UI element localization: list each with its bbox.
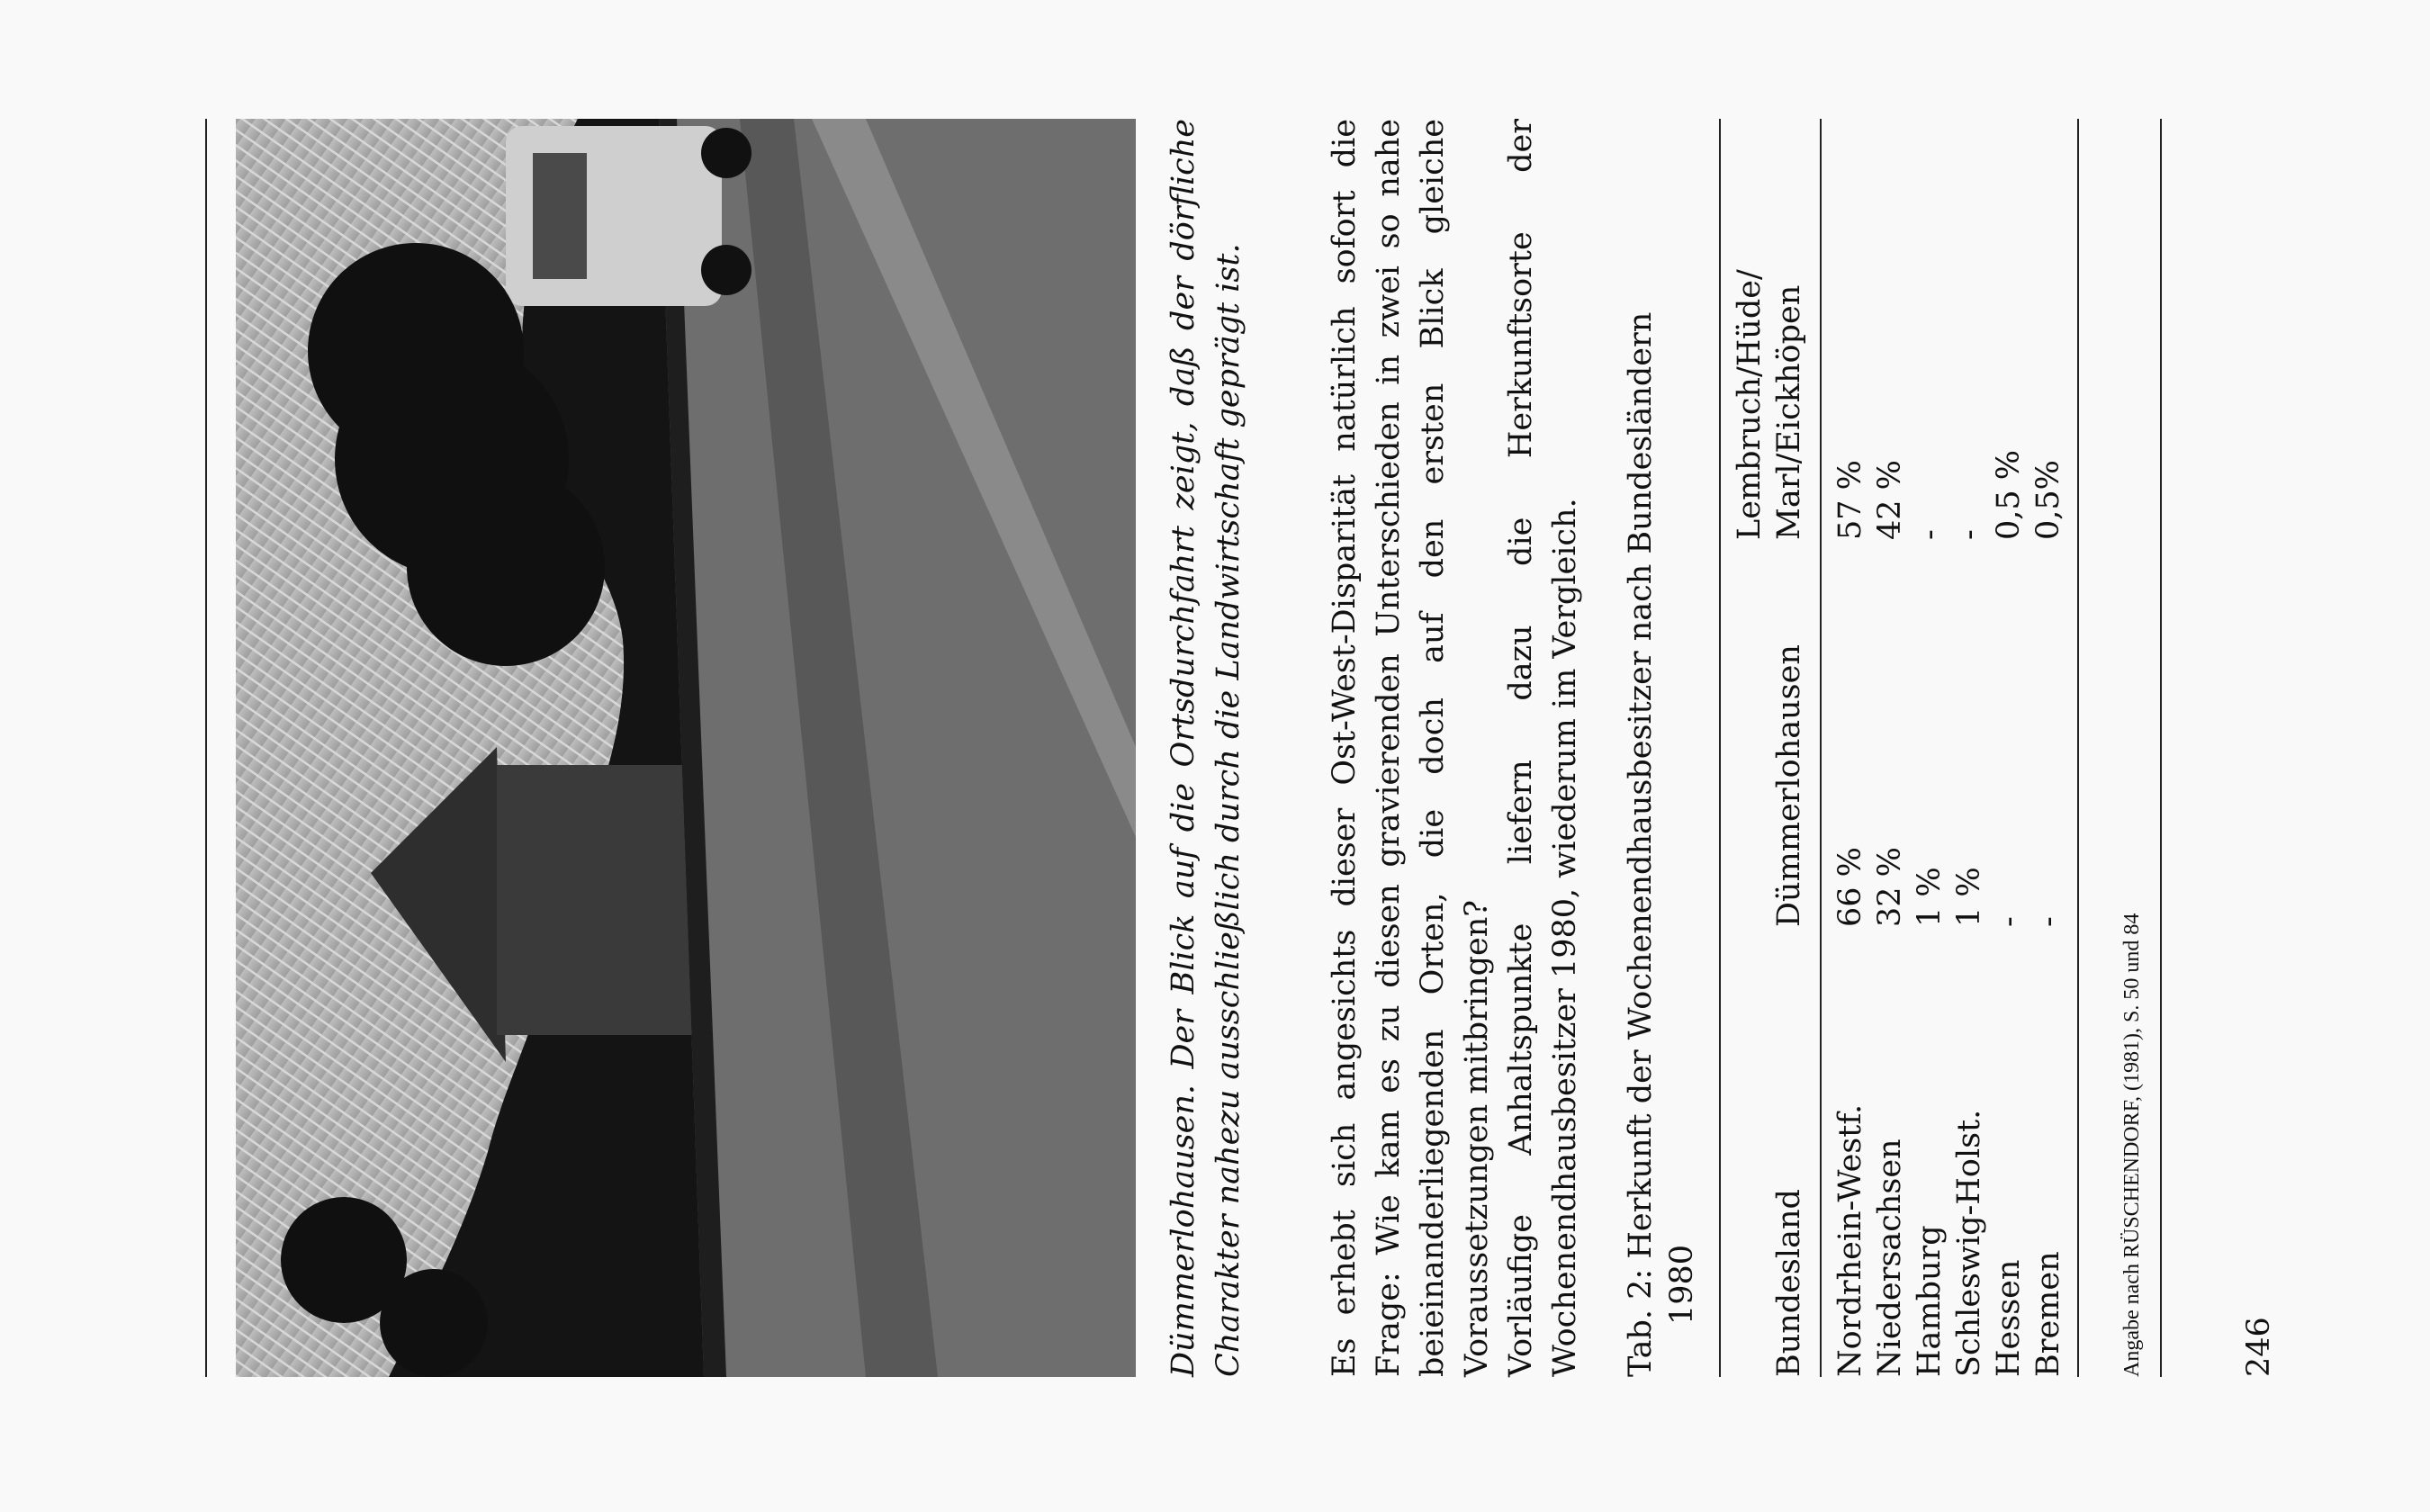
cell-land: Nordrhein-Westf.	[1832, 1103, 1868, 1377]
cell-duemmer: -	[1991, 916, 2027, 927]
header-bundesland: Bundesland	[1771, 1189, 1807, 1377]
cell-lembruch: 0,5%	[2029, 119, 2078, 540]
cell-duemmer: 1 %	[1951, 867, 1987, 927]
table-row	[1910, 119, 1949, 1377]
cell-lembruch: -	[1951, 529, 1987, 540]
cell-lembruch: 42 %	[1872, 460, 1908, 540]
bottom-rule	[2160, 119, 2162, 1377]
village-photo	[236, 119, 1136, 1377]
cell-lembruch: 57 %	[1832, 460, 1868, 540]
photo-caption: Dümmerlohausen. Der Blick auf die Ortsdurchfahrt zeigt, daß der dörfliche Charakter nahezu ausschließlich durch die Landwirtschaft geprägt ist.	[1166, 119, 1246, 1377]
page-number: 246	[2241, 1317, 2277, 1377]
header-lembruch	[1720, 119, 1821, 540]
table-header-row	[1720, 119, 1821, 1377]
body-text	[1323, 119, 1588, 1377]
cell-duemmer: 1 %	[1912, 867, 1948, 927]
cell-lembruch: 0,5 %	[1991, 449, 2027, 540]
cell-land: Hessen	[1991, 1259, 2027, 1377]
cell-land: Hamburg	[1912, 1225, 1948, 1377]
top-rule	[205, 119, 207, 1377]
table-row	[1870, 119, 1910, 1377]
village-photo-drawing	[236, 119, 1136, 1377]
table-title-line: Tab. 2: Herkunft der Wochenendhausbesitzer nach Bundesländern	[1623, 311, 1659, 1377]
table-row	[2029, 119, 2078, 1377]
body-paragraph: Es erhebt sich angesichts dieser Ost-West-Disparität natürlich sofort die Frage: Wie kam es zu diesen gravierenden Unterschieden in zwei so nahe beieinanderliegenden Orten, die doch auf den ersten Blick gleiche Voraussetzungen mitbringen?	[1327, 119, 1495, 1377]
body-paragraph: Vorläufige Anhaltspunkte liefern dazu die Herkunftsorte der Wochenendhausbesitzer 1980, wiederum im Vergleich.	[1503, 119, 1583, 1377]
table-row	[1949, 119, 1989, 1377]
cell-land: Schleswig-Holst.	[1951, 1109, 1987, 1377]
cell-duemmer: -	[2029, 540, 2078, 927]
table-row	[1989, 119, 2029, 1377]
header-duemmerlohausen: Dümmerlohausen	[1771, 644, 1807, 927]
header-lembruch-line2: Marl/Eickhöpen	[1771, 284, 1807, 540]
table-title	[1620, 119, 1703, 1377]
table-title-year: 1980	[1664, 1244, 1700, 1325]
cell-land: Niedersachsen	[1872, 1138, 1908, 1377]
cell-land: Bremen	[2029, 927, 2078, 1377]
cell-lembruch: -	[1912, 529, 1948, 540]
header-lembruch-line1: Lembruch/Hüde/	[1732, 269, 1768, 540]
origin-table	[1719, 119, 2079, 1377]
table-row	[1821, 119, 1870, 1377]
cell-duemmer: 66 %	[1832, 847, 1868, 927]
table-source: Angabe nach RÜSCHENDORF, (1981), S. 50 und 84	[2120, 913, 2144, 1377]
cell-duemmer: 32 %	[1872, 847, 1908, 927]
